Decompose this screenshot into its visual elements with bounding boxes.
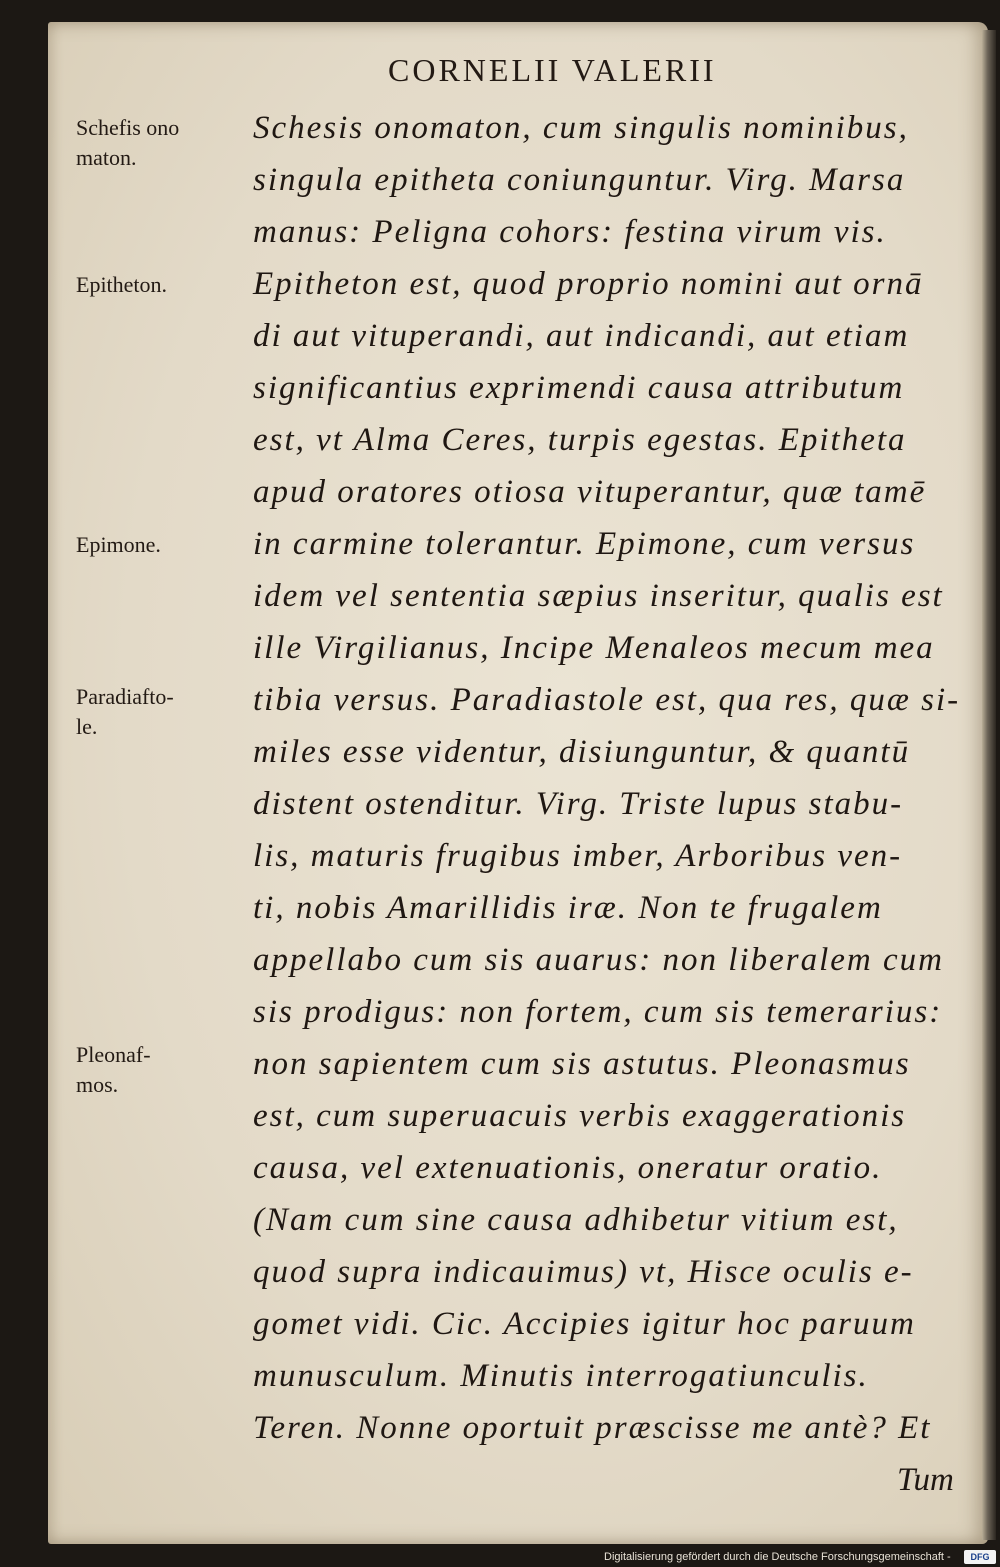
text-line: singula epitheta coniunguntur. Virg. Marsa: [253, 162, 906, 198]
text-line: Teren. Nonne oportuit præscisse me antè? Et: [253, 1410, 932, 1446]
text-line: lis, maturis frugibus imber, Arboribus ven-: [253, 838, 903, 874]
text-line: significantius exprimendi causa attributum: [253, 370, 905, 406]
margin-note-epitheton: [76, 270, 242, 300]
text-line: miles esse videntur, disiunguntur, & quantū: [253, 734, 911, 770]
text-line: causa, vel extenuationis, oneratur oratio.: [253, 1150, 883, 1186]
catchword: Tum: [897, 1462, 954, 1498]
text-line: distent ostenditur. Virg. Triste lupus stabu-: [253, 786, 904, 822]
margin-note-line: Epimone.: [76, 532, 161, 557]
text-line: tibia versus. Paradiastole est, qua res, quæ si-: [253, 682, 961, 718]
margin-note-epimone: [76, 530, 242, 560]
margin-note-paradiastole: [76, 682, 242, 742]
text-line: ti, nobis Amarillidis iræ. Non te frugalem: [253, 890, 883, 926]
text-line: est, cum superuacuis verbis exaggerationis: [253, 1098, 907, 1134]
margin-note-line: Schefis ono: [76, 115, 180, 140]
margin-note-pleonasmos: [76, 1040, 242, 1100]
text-line: sis prodigus: non fortem, cum sis temerarius:: [253, 994, 943, 1030]
margin-note-line: le.: [76, 714, 98, 739]
text-line: in carmine tolerantur. Epimone, cum versus: [253, 526, 916, 562]
text-line: manus: Peligna cohors: festina virum vis.: [253, 214, 887, 250]
margin-note-line: Paradiafto-: [76, 684, 174, 709]
page-edge: [982, 30, 996, 1540]
text-line: gomet vidi. Cic. Accipies igitur hoc paruum: [253, 1306, 916, 1342]
margin-note-line: Pleonaf-: [76, 1042, 151, 1067]
margin-note-line: mos.: [76, 1072, 119, 1097]
margin-note-line: maton.: [76, 145, 137, 170]
text-line: non sapientem cum sis astutus. Pleonasmus: [253, 1046, 911, 1082]
text-line: ille Virgilianus, Incipe Menaleos mecum mea: [253, 630, 935, 666]
text-line: appellabo cum sis auarus: non liberalem cum: [253, 942, 944, 978]
text-line: munusculum. Minutis interrogatiunculis.: [253, 1358, 869, 1394]
text-line: apud oratores otiosa vituperantur, quæ tamē: [253, 474, 927, 510]
margin-note-schesis: [76, 113, 242, 173]
text-line: quod supra indicauimus) vt, Hisce oculis e-: [253, 1254, 914, 1290]
text-line: di aut vituperandi, aut indicandi, aut etiam: [253, 318, 910, 354]
text-line: Epitheton est, quod proprio nomini aut ornā: [253, 266, 924, 302]
text-line: (Nam cum sine causa adhibetur vitium est,: [253, 1202, 899, 1238]
digitization-credit: Digitalisierung gefördert durch die Deutsche Forschungsgemeinschaft -: [604, 1551, 951, 1563]
text-line: Schesis onomaton, cum singulis nominibus,: [253, 110, 909, 146]
margin-note-line: Epitheton.: [76, 272, 168, 297]
text-line: idem vel sententia sæpius inseritur, qualis est: [253, 578, 944, 614]
running-head: CORNELII VALERII: [388, 52, 717, 88]
dfg-logo: DFG: [964, 1550, 996, 1564]
text-line: est, vt Alma Ceres, turpis egestas. Epitheta: [253, 422, 907, 458]
